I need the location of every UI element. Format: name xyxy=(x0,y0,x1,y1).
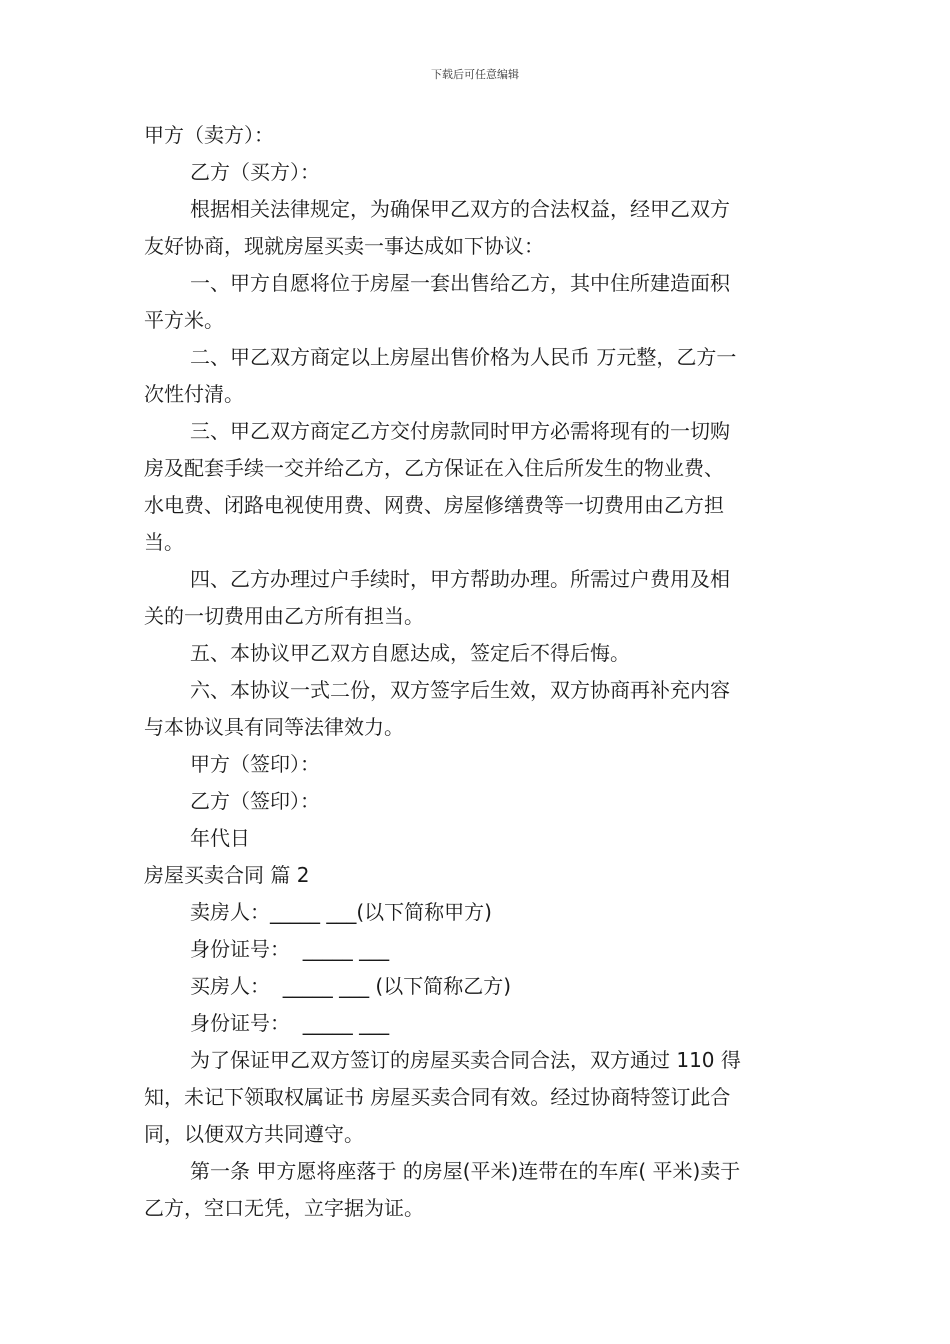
clause-1-line-2: 平方米。 xyxy=(144,308,224,332)
party-a-signature-line: 甲方（签印）： xyxy=(190,752,320,776)
clause-3-line-4: 当。 xyxy=(144,530,184,554)
article-1-line-1: 第一条 甲方愿将座落于 的房屋(平米)连带在的车库( 平米)卖于 xyxy=(190,1159,741,1183)
contract-2-intro-line-3: 同，以便双方共同遵守。 xyxy=(144,1122,364,1146)
clause-2-line-1: 二、甲乙双方商定以上房屋出售价格为人民币 万元整，乙方一 xyxy=(190,345,737,369)
party-b-buyer-line: 乙方（买方）： xyxy=(190,160,320,184)
date-line: 年代日 xyxy=(190,826,250,850)
contract-2-heading: 房屋买卖合同 篇 2 xyxy=(144,863,310,887)
clause-3-line-1: 三、甲乙双方商定乙方交付房款同时甲方必需将现有的一切购 xyxy=(190,419,730,443)
clause-4-line-1: 四、乙方办理过户手续时，甲方帮助办理。所需过户费用及相 xyxy=(190,567,730,591)
clause-5-line: 五、本协议甲乙双方自愿达成，签定后不得后悔。 xyxy=(190,641,630,665)
clause-1-line-1: 一、甲方自愿将位于房屋一套出售给乙方，其中住所建造面积 xyxy=(190,271,730,295)
party-a-seller-line: 甲方（卖方）： xyxy=(144,123,274,147)
page-header-note: 下载后可任意编辑 xyxy=(431,68,519,81)
clause-4-line-2: 关的一切费用由乙方所有担当。 xyxy=(144,604,424,628)
clause-3-line-3: 水电费、闭路电视使用费、网费、房屋修缮费等一切费用由乙方担 xyxy=(144,493,724,517)
buyer-id-field: 身份证号： _____ ___ xyxy=(190,1011,390,1035)
document-body xyxy=(144,117,808,1227)
clause-2-line-2: 次性付清。 xyxy=(144,382,244,406)
seller-id-field: 身份证号： _____ ___ xyxy=(190,937,390,961)
seller-name-field: 卖房人：_____ ___(以下简称甲方) xyxy=(190,900,492,924)
buyer-name-field: 买房人： _____ ___ (以下简称乙方) xyxy=(190,974,512,998)
article-1-line-2: 乙方，空口无凭，立字据为证。 xyxy=(144,1196,424,1220)
contract-2-intro-line-1: 为了保证甲乙双方签订的房屋买卖合同合法，双方通过 110 得 xyxy=(190,1048,741,1072)
clause-6-line-2: 与本协议具有同等法律效力。 xyxy=(144,715,404,739)
clause-3-line-2: 房及配套手续一交并给乙方，乙方保证在入住后所发生的物业费、 xyxy=(144,456,724,480)
clause-6-line-1: 六、本协议一式二份，双方签字后生效，双方协商再补充内容 xyxy=(190,678,730,702)
preamble-line-2: 友好协商，现就房屋买卖一事达成如下协议： xyxy=(144,234,544,258)
contract-2-intro-line-2: 知，未记下领取权属证书 房屋买卖合同有效。经过协商特签订此合 xyxy=(144,1085,731,1109)
preamble-line-1: 根据相关法律规定，为确保甲乙双方的合法权益，经甲乙双方 xyxy=(190,197,730,221)
party-b-signature-line: 乙方（签印）： xyxy=(190,789,320,813)
